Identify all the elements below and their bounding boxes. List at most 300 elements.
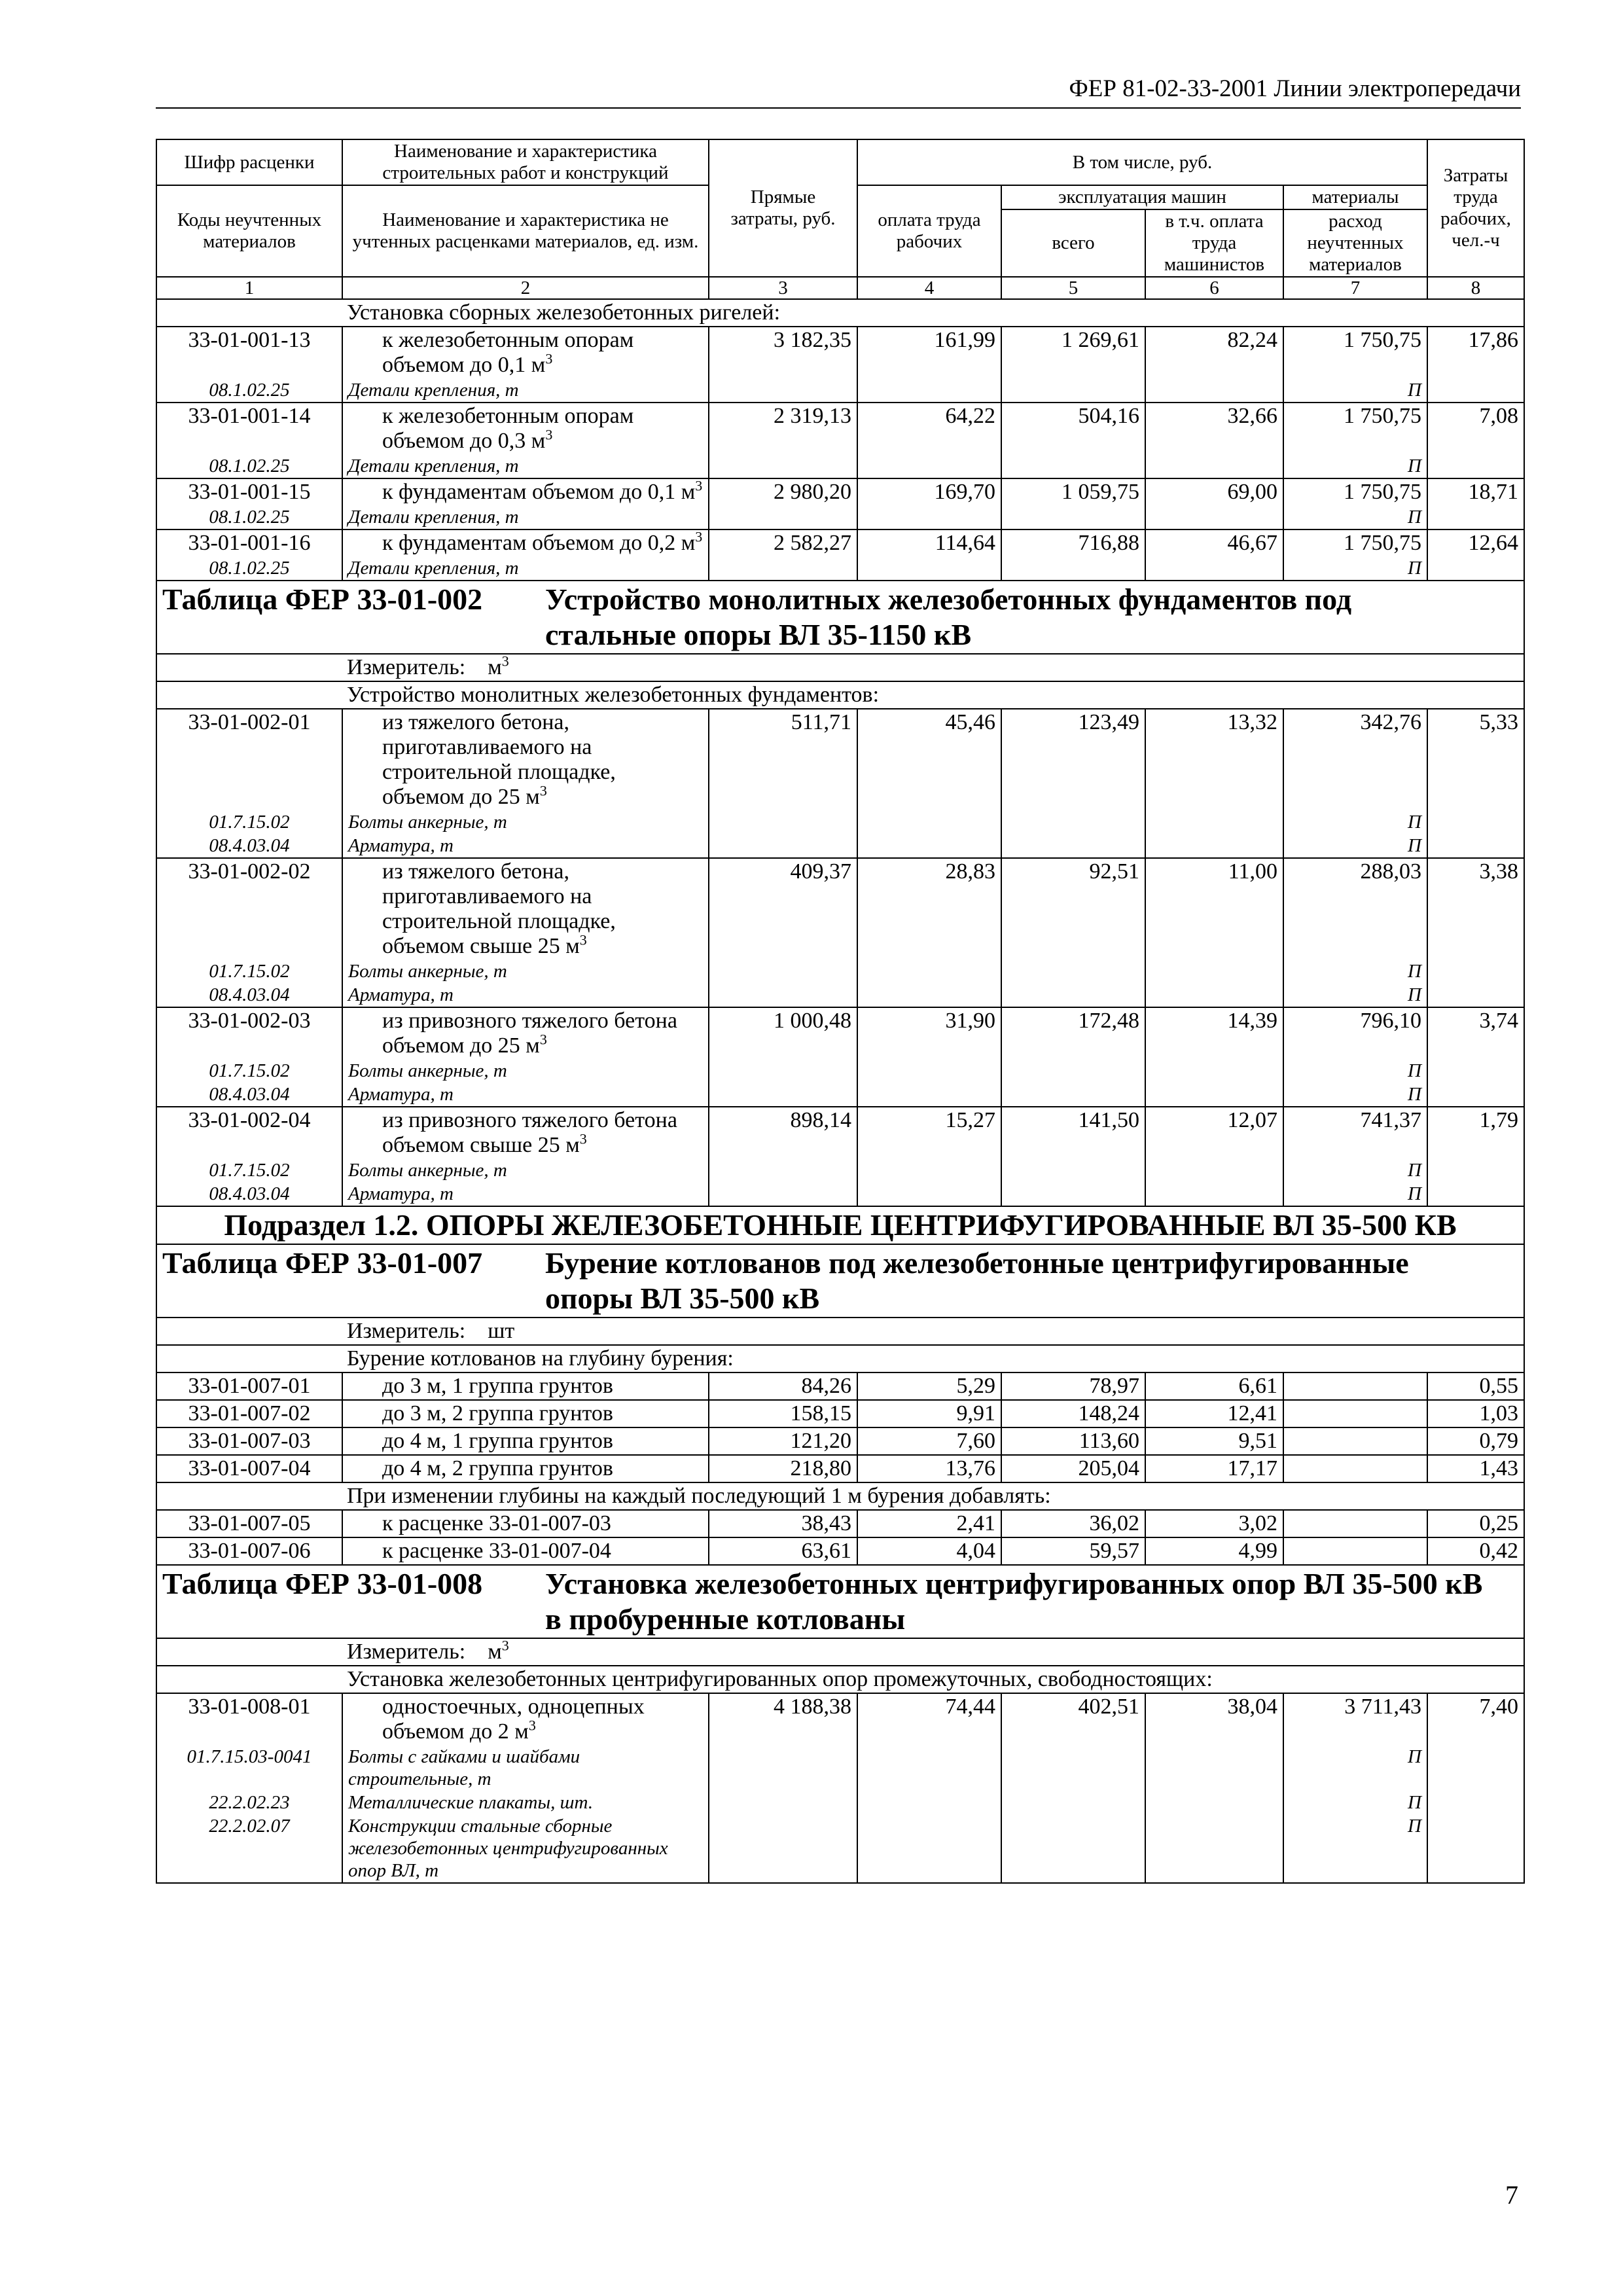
work-name-text: к фундаментам объемом до 0,1 м	[382, 480, 696, 504]
table-header-row	[156, 139, 1524, 185]
direct-costs: 3 182,35	[709, 327, 857, 378]
material-code: 08.1.02.25	[156, 454, 342, 478]
table-number: Таблица ФЕР 33-01-007	[162, 1246, 483, 1280]
material-flag: П	[1283, 454, 1427, 478]
table-title-row	[156, 581, 1524, 654]
table-title: Устройство монолитных железобетонных фундаментов под стальные опоры ВЛ 35-1150 кВ	[545, 583, 1352, 651]
material-row	[156, 983, 1524, 1007]
machinist-wages: 11,00	[1145, 858, 1283, 960]
material-row	[156, 960, 1524, 983]
work-name-text: к расценке 33-01-007-03	[382, 1511, 611, 1535]
wages: 31,90	[857, 1007, 1001, 1059]
material-name: Детали крепления, т	[342, 454, 709, 478]
empty-cell	[857, 1745, 1001, 1791]
machinist-wages: 13,32	[1145, 709, 1283, 810]
table-number: Таблица ФЕР 33-01-002	[162, 583, 483, 616]
group-label: При изменении глубины на каждый последующий 1 м бурения добавлять:	[156, 1482, 1524, 1510]
material-name: Конструкции стальные сборные железобетонных центрифугированных опор ВЛ, т	[342, 1814, 709, 1883]
empty-cell	[1427, 505, 1524, 529]
empty-cell	[1145, 556, 1283, 581]
direct-costs: 1 000,48	[709, 1007, 857, 1059]
material-flag: П	[1283, 1158, 1427, 1182]
material-flag: П	[1283, 1059, 1427, 1083]
empty-cell	[1001, 1083, 1145, 1107]
material-flag: П	[1283, 505, 1427, 529]
labor: 1,03	[1427, 1400, 1524, 1427]
work-name-text: из тяжелого бетона, приготавливаемого на строительной площадке, объемом свыше 25 м	[382, 859, 616, 958]
empty-cell	[1145, 1814, 1283, 1883]
material-flag: П	[1283, 960, 1427, 983]
empty-cell	[1427, 983, 1524, 1007]
material-code: 22.2.02.23	[156, 1791, 342, 1814]
direct-costs: 511,71	[709, 709, 857, 810]
table-row	[156, 709, 1524, 810]
material-name: Арматура, т	[342, 983, 709, 1007]
material-row	[156, 1083, 1524, 1107]
empty-cell	[1145, 378, 1283, 403]
table-title-row	[156, 1244, 1524, 1318]
rate-code: 33-01-007-02	[156, 1400, 342, 1427]
material-name: Металлические плакаты, шт.	[342, 1791, 709, 1814]
machines-total: 402,51	[1001, 1693, 1145, 1745]
direct-costs: 4 188,38	[709, 1693, 857, 1745]
material-flag: П	[1283, 1182, 1427, 1206]
empty-cell	[857, 1059, 1001, 1083]
direct-costs: 38,43	[709, 1510, 857, 1537]
material-flag: П	[1283, 1791, 1427, 1814]
machines-total: 59,57	[1001, 1537, 1145, 1565]
table-row	[156, 327, 1524, 378]
col-num: 6	[1145, 277, 1283, 299]
table-row	[156, 1510, 1524, 1537]
material-name: Арматура, т	[342, 1182, 709, 1206]
work-name	[342, 1510, 709, 1537]
empty-cell	[709, 1745, 857, 1791]
material-code: 08.1.02.25	[156, 505, 342, 529]
table-row	[156, 1107, 1524, 1158]
material-name: Болты анкерные, т	[342, 1158, 709, 1182]
wages: 64,22	[857, 403, 1001, 454]
rate-code: 33-01-001-13	[156, 327, 342, 378]
rate-code: 33-01-002-01	[156, 709, 342, 810]
empty-cell	[709, 1083, 857, 1107]
material-row	[156, 1814, 1524, 1883]
wages: 7,60	[857, 1427, 1001, 1455]
work-name: из привозного тяжелого бетона объемом свыше 25 $м^3$	[342, 1107, 709, 1158]
empty-cell	[709, 834, 857, 858]
measure-unit: м	[488, 1640, 502, 1664]
direct-costs: 2 319,13	[709, 403, 857, 454]
material-flag: П	[1283, 556, 1427, 581]
work-name-text: к железобетонным опорам объемом до 0,1 м	[382, 328, 634, 377]
empty-cell	[709, 810, 857, 834]
labor: 0,25	[1427, 1510, 1524, 1537]
empty-cell	[1001, 454, 1145, 478]
rate-code: 33-01-007-05	[156, 1510, 342, 1537]
material-code: 08.4.03.04	[156, 834, 342, 858]
material-row	[156, 1182, 1524, 1206]
material-name: Болты с гайками и шайбами строительные, т	[342, 1745, 709, 1791]
wages: 13,76	[857, 1455, 1001, 1482]
table-number: Таблица ФЕР 33-01-008	[162, 1567, 483, 1600]
material-name: Детали крепления, т	[342, 378, 709, 403]
col-num: 5	[1001, 277, 1145, 299]
material-row	[156, 505, 1524, 529]
empty-cell	[1427, 1083, 1524, 1107]
materials: 1 750,75	[1283, 478, 1427, 505]
work-name-text: к железобетонным опорам объемом до 0,3 м	[382, 404, 634, 453]
wages: 161,99	[857, 327, 1001, 378]
header-labor: Затраты труда рабочих, чел.-ч	[1427, 139, 1524, 277]
material-name: Арматура, т	[342, 834, 709, 858]
materials: 1 750,75	[1283, 327, 1427, 378]
empty-cell	[1001, 983, 1145, 1007]
empty-cell	[1427, 556, 1524, 581]
material-code: 08.4.03.04	[156, 1182, 342, 1206]
machines-total: 205,04	[1001, 1455, 1145, 1482]
wages: 169,70	[857, 478, 1001, 505]
table-row	[156, 1693, 1524, 1745]
column-numbers-row	[156, 277, 1524, 299]
group-label: Установка сборных железобетонных ригелей:	[156, 299, 1524, 327]
page-header: ФЕР 81-02-33-2001 Линии электропередачи	[156, 73, 1521, 109]
machines-total: 148,24	[1001, 1400, 1145, 1427]
materials: 342,76	[1283, 709, 1427, 810]
material-flag: П	[1283, 1745, 1427, 1791]
work-name-text: к фундаментам объемом до 0,2 м	[382, 531, 696, 555]
empty-cell	[857, 1791, 1001, 1814]
labor: 3,74	[1427, 1007, 1524, 1059]
table-row	[156, 1372, 1524, 1400]
group-row	[156, 681, 1524, 709]
col-num: 2	[342, 277, 709, 299]
work-name-text: одностоечных, одноцепных объемом до 2 м	[382, 1695, 645, 1744]
header-machines: эксплуатация машин	[1001, 185, 1283, 209]
work-name: из тяжелого бетона, приготавливаемого на строительной площадке, объемом до 25 $м^3$	[342, 709, 709, 810]
material-row	[156, 454, 1524, 478]
material-row	[156, 1158, 1524, 1182]
empty-cell	[1427, 378, 1524, 403]
wages: 45,46	[857, 709, 1001, 810]
materials: 1 750,75	[1283, 403, 1427, 454]
empty-cell	[1145, 1083, 1283, 1107]
rate-code: 33-01-002-02	[156, 858, 342, 960]
empty-cell	[1001, 1745, 1145, 1791]
empty-cell	[709, 1814, 857, 1883]
empty-cell	[709, 454, 857, 478]
measure-unit: шт	[488, 1319, 515, 1343]
empty-cell	[1001, 1059, 1145, 1083]
work-name	[342, 1400, 709, 1427]
materials	[1283, 1510, 1427, 1537]
empty-cell	[1145, 1059, 1283, 1083]
rate-code: 33-01-007-01	[156, 1372, 342, 1400]
subsection-row	[156, 1206, 1524, 1244]
material-row	[156, 1791, 1524, 1814]
labor: 1,43	[1427, 1455, 1524, 1482]
table-row	[156, 1537, 1524, 1565]
empty-cell	[857, 378, 1001, 403]
material-name: Болты анкерные, т	[342, 1059, 709, 1083]
table-row	[156, 1007, 1524, 1059]
work-name-text: к расценке 33-01-007-04	[382, 1539, 611, 1563]
empty-cell	[857, 454, 1001, 478]
material-row	[156, 556, 1524, 581]
work-name: к фундаментам объемом до 0,2 $м^3$	[342, 529, 709, 556]
material-row	[156, 810, 1524, 834]
header-name: Наименование и характеристика строительных работ и конструкций	[342, 139, 709, 185]
materials	[1283, 1400, 1427, 1427]
labor: 1,79	[1427, 1107, 1524, 1158]
material-code: 01.7.15.03-0041	[156, 1745, 342, 1791]
empty-cell	[857, 1158, 1001, 1182]
work-name-text: до 3 м, 2 группа грунтов	[382, 1401, 613, 1426]
empty-cell	[1427, 1814, 1524, 1883]
material-code: 01.7.15.02	[156, 810, 342, 834]
material-row	[156, 378, 1524, 403]
labor: 12,64	[1427, 529, 1524, 556]
machinist-wages: 46,67	[1145, 529, 1283, 556]
wages: 28,83	[857, 858, 1001, 960]
empty-cell	[709, 960, 857, 983]
empty-cell	[857, 505, 1001, 529]
material-name: Болты анкерные, т	[342, 810, 709, 834]
group-row	[156, 1666, 1524, 1693]
work-name: к железобетонным опорам объемом до 0,1 $м^3$	[342, 327, 709, 378]
material-code: 22.2.02.07	[156, 1814, 342, 1883]
empty-cell	[1001, 1182, 1145, 1206]
header-code: Шифр расценки	[156, 139, 342, 185]
labor: 0,79	[1427, 1427, 1524, 1455]
machines-total: 92,51	[1001, 858, 1145, 960]
empty-cell	[1427, 454, 1524, 478]
material-code: 08.4.03.04	[156, 983, 342, 1007]
machines-total: 123,49	[1001, 709, 1145, 810]
materials	[1283, 1537, 1427, 1565]
group-row	[156, 1345, 1524, 1372]
work-name	[342, 1372, 709, 1400]
work-name-text: до 3 м, 1 группа грунтов	[382, 1374, 613, 1398]
rate-code: 33-01-001-14	[156, 403, 342, 454]
machines-total: 1 059,75	[1001, 478, 1145, 505]
empty-cell	[709, 1182, 857, 1206]
empty-cell	[1145, 834, 1283, 858]
measure-label: Измеритель:	[347, 1640, 466, 1664]
direct-costs: 2 980,20	[709, 478, 857, 505]
work-name-text: из тяжелого бетона, приготавливаемого на строительной площадке, объемом до 25 м	[382, 710, 616, 809]
direct-costs: 63,61	[709, 1537, 857, 1565]
labor: 17,86	[1427, 327, 1524, 378]
header-materials: материалы	[1283, 185, 1427, 209]
empty-cell	[857, 810, 1001, 834]
material-row	[156, 1745, 1524, 1791]
work-name-text: из привозного тяжелого бетона объемом свыше 25 м	[382, 1108, 677, 1157]
empty-cell	[1001, 834, 1145, 858]
empty-cell	[1427, 1182, 1524, 1206]
table-title: Установка железобетонных центрифугированных опор ВЛ 35-500 кВ в пробуренные котлованы	[545, 1567, 1483, 1636]
rate-code: 33-01-001-15	[156, 478, 342, 505]
wages: 74,44	[857, 1693, 1001, 1745]
material-code: 01.7.15.02	[156, 1158, 342, 1182]
work-name: из тяжелого бетона, приготавливаемого на строительной площадке, объемом свыше 25 $м^3$	[342, 858, 709, 960]
empty-cell	[1001, 1791, 1145, 1814]
material-name: Детали крепления, т	[342, 505, 709, 529]
machinist-wages: 14,39	[1145, 1007, 1283, 1059]
empty-cell	[1427, 1158, 1524, 1182]
material-row	[156, 834, 1524, 858]
material-flag: П	[1283, 983, 1427, 1007]
empty-cell	[1427, 810, 1524, 834]
empty-cell	[709, 505, 857, 529]
machines-total: 716,88	[1001, 529, 1145, 556]
empty-cell	[1427, 834, 1524, 858]
empty-cell	[1427, 1791, 1524, 1814]
empty-cell	[1145, 454, 1283, 478]
machinist-wages: 3,02	[1145, 1510, 1283, 1537]
empty-cell	[709, 1791, 857, 1814]
materials: 3 711,43	[1283, 1693, 1427, 1745]
col-num: 7	[1283, 277, 1427, 299]
group-row	[156, 1482, 1524, 1510]
measure-row: Измеритель: $м^3$	[156, 654, 1524, 681]
machines-total: 141,50	[1001, 1107, 1145, 1158]
table-row	[156, 1455, 1524, 1482]
measure-unit: м	[488, 655, 502, 679]
wages: 114,64	[857, 529, 1001, 556]
empty-cell	[709, 1059, 857, 1083]
materials	[1283, 1372, 1427, 1400]
table-row	[156, 1427, 1524, 1455]
rate-code: 33-01-002-04	[156, 1107, 342, 1158]
wages: 9,91	[857, 1400, 1001, 1427]
labor: 5,33	[1427, 709, 1524, 810]
header-materials-expense: расход неучтенных материалов	[1283, 209, 1427, 277]
material-name: Болты анкерные, т	[342, 960, 709, 983]
machinist-wages: 12,07	[1145, 1107, 1283, 1158]
table-row	[156, 529, 1524, 556]
empty-cell	[1001, 1158, 1145, 1182]
rate-code: 33-01-008-01	[156, 1693, 342, 1745]
rate-code: 33-01-001-16	[156, 529, 342, 556]
wages: 2,41	[857, 1510, 1001, 1537]
empty-cell	[709, 1158, 857, 1182]
machinist-wages: 82,24	[1145, 327, 1283, 378]
empty-cell	[1145, 810, 1283, 834]
machinist-wages: 12,41	[1145, 1400, 1283, 1427]
direct-costs: 158,15	[709, 1400, 857, 1427]
machinist-wages: 17,17	[1145, 1455, 1283, 1482]
material-flag: П	[1283, 1814, 1427, 1883]
empty-cell	[1001, 556, 1145, 581]
header-machines-total: всего	[1001, 209, 1145, 277]
labor: 7,40	[1427, 1693, 1524, 1745]
empty-cell	[1145, 1745, 1283, 1791]
material-code: 01.7.15.02	[156, 1059, 342, 1083]
material-flag: П	[1283, 834, 1427, 858]
empty-cell	[1145, 960, 1283, 983]
header-direct-costs: Прямые затраты, руб.	[709, 139, 857, 277]
empty-cell	[1145, 505, 1283, 529]
material-name: Арматура, т	[342, 1083, 709, 1107]
work-name	[342, 1455, 709, 1482]
rate-code: 33-01-007-04	[156, 1455, 342, 1482]
work-name-text: до 4 м, 1 группа грунтов	[382, 1429, 613, 1453]
empty-cell	[1427, 1745, 1524, 1791]
material-code: 08.1.02.25	[156, 556, 342, 581]
material-flag: П	[1283, 1083, 1427, 1107]
empty-cell	[857, 556, 1001, 581]
materials	[1283, 1427, 1427, 1455]
header-wages: оплата труда рабочих	[857, 185, 1001, 277]
table-row	[156, 403, 1524, 454]
group-row	[156, 299, 1524, 327]
col-num: 3	[709, 277, 857, 299]
empty-cell	[857, 834, 1001, 858]
material-code: 08.4.03.04	[156, 1083, 342, 1107]
machines-total: 1 269,61	[1001, 327, 1145, 378]
labor: 7,08	[1427, 403, 1524, 454]
labor: 0,55	[1427, 1372, 1524, 1400]
work-name-text: до 4 м, 2 группа грунтов	[382, 1456, 613, 1480]
measure-label: Измеритель:	[347, 1319, 466, 1343]
material-flag: П	[1283, 378, 1427, 403]
direct-costs: 84,26	[709, 1372, 857, 1400]
direct-costs: 218,80	[709, 1455, 857, 1482]
measure-row	[156, 1318, 1524, 1345]
machines-total: 504,16	[1001, 403, 1145, 454]
measure-row: Измеритель: $м^3$	[156, 1638, 1524, 1666]
material-flag: П	[1283, 810, 1427, 834]
empty-cell	[1001, 378, 1145, 403]
rates-table	[156, 139, 1525, 1884]
work-name: к фундаментам объемом до 0,1 $м^3$	[342, 478, 709, 505]
direct-costs: 898,14	[709, 1107, 857, 1158]
empty-cell	[857, 1814, 1001, 1883]
empty-cell	[709, 378, 857, 403]
table-title: Бурение котлованов под железобетонные центрифугированные опоры ВЛ 35-500 кВ	[545, 1246, 1409, 1315]
machinist-wages: 32,66	[1145, 403, 1283, 454]
work-name: к железобетонным опорам объемом до 0,3 $м^3$	[342, 403, 709, 454]
machinist-wages: 9,51	[1145, 1427, 1283, 1455]
rate-code: 33-01-002-03	[156, 1007, 342, 1059]
empty-cell	[1427, 1059, 1524, 1083]
empty-cell	[1427, 960, 1524, 983]
labor: 18,71	[1427, 478, 1524, 505]
empty-cell	[857, 1182, 1001, 1206]
group-label: Бурение котлованов на глубину бурения:	[156, 1345, 1524, 1372]
rate-code: 33-01-007-03	[156, 1427, 342, 1455]
material-code: 01.7.15.02	[156, 960, 342, 983]
empty-cell	[1001, 505, 1145, 529]
header-including: В том числе, руб.	[857, 139, 1427, 185]
machines-total: 78,97	[1001, 1372, 1145, 1400]
subsection-title: Подраздел 1.2. ОПОРЫ ЖЕЛЕЗОБЕТОННЫЕ ЦЕНТРИФУГИРОВАННЫЕ ВЛ 35-500 КВ	[156, 1206, 1524, 1244]
empty-cell	[709, 983, 857, 1007]
direct-costs: 121,20	[709, 1427, 857, 1455]
header-name-materials: Наименование и характеристика не учтенных расценками материалов, ед. изм.	[342, 185, 709, 277]
col-num: 8	[1427, 277, 1524, 299]
empty-cell	[1001, 1814, 1145, 1883]
empty-cell	[1145, 1158, 1283, 1182]
page-number: 7	[1505, 2180, 1518, 2210]
table-row	[156, 1400, 1524, 1427]
col-num: 4	[857, 277, 1001, 299]
group-label: Установка железобетонных центрифугированных опор промежуточных, свободностоящих:	[156, 1666, 1524, 1693]
wages: 4,04	[857, 1537, 1001, 1565]
empty-cell	[857, 983, 1001, 1007]
wages: 15,27	[857, 1107, 1001, 1158]
empty-cell	[1001, 810, 1145, 834]
